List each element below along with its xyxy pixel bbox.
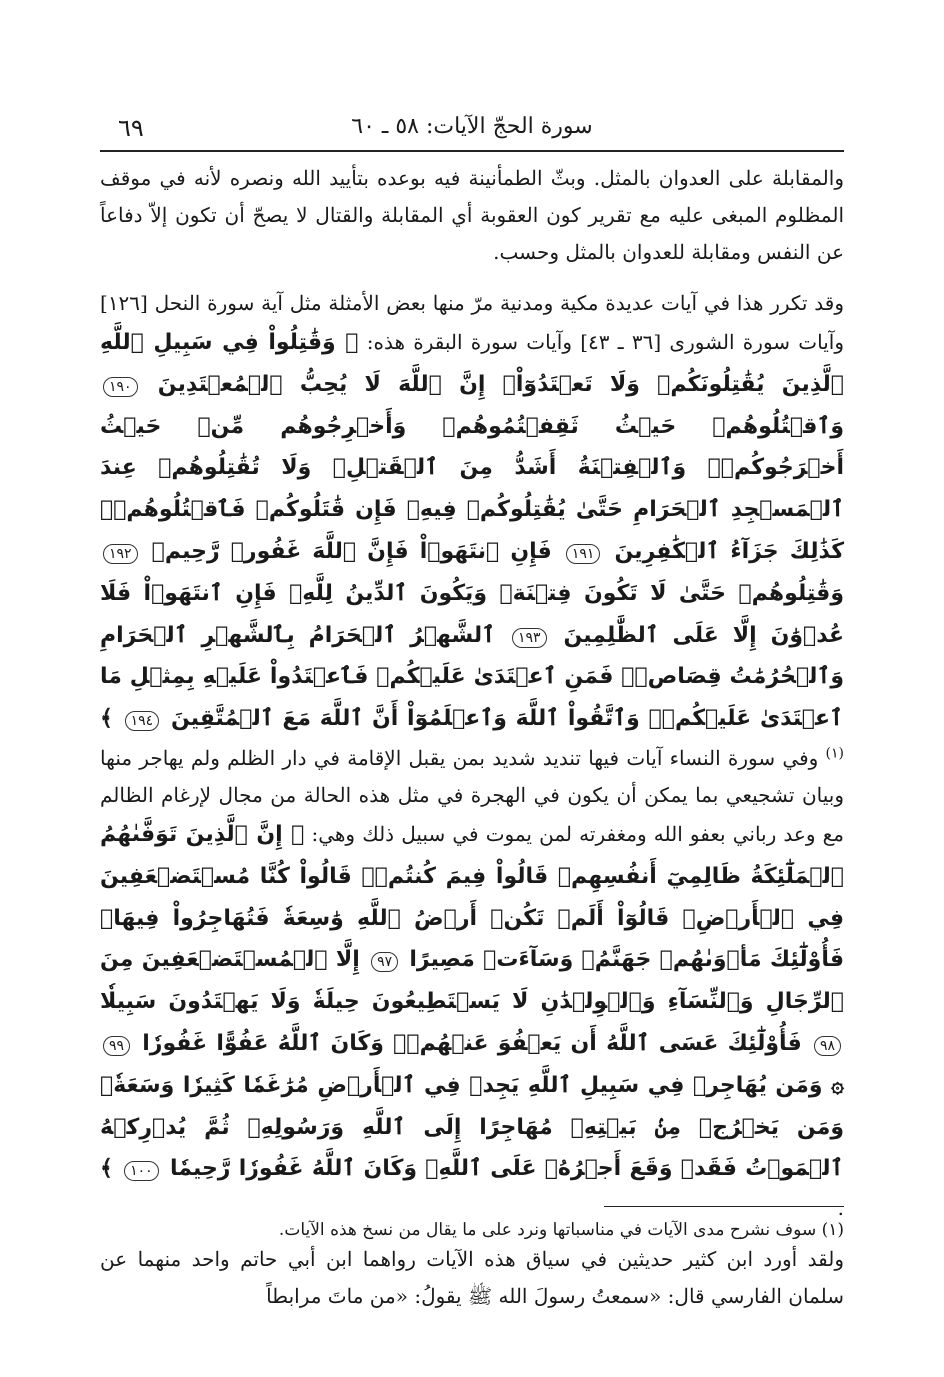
verse-block-1 <box>100 330 844 731</box>
page-number: ٦٩ <box>118 114 144 142</box>
footnote: (١) سوف نشرح مدى الآيات في مناسباتها ونرد على ما يقال من نسخ هذه الآيات. <box>278 1220 844 1240</box>
quran-verses-baqara <box>100 330 844 731</box>
verse-number-marker: ٩٨ <box>814 1036 841 1056</box>
verse-block-2 <box>100 822 844 1181</box>
verse-text: ٱلشَّهۡرُ ٱلۡحَرَامُ بِٱلشَّهۡرِ ٱلۡحَرَامِ وَٱلۡحُرُمَٰتُ قِصَاصٞۚ فَمَنِ ٱعۡتَدَىٰ عَلَيۡكُمۡ فَٱعۡتَدُواْ عَلَيۡهِ بِمِثۡلِ مَا ٱعۡتَدَىٰ عَلَيۡكُمۡۚ وَٱتَّقُواْ ٱللَّهَ وَٱعۡلَمُوٓاْ أَنَّ ٱللَّهَ مَعَ ٱلۡمُتَّقِينَ <box>100 622 844 732</box>
page-body <box>100 160 844 1329</box>
verse-text: إِنَّ ٱلَّذِينَ تَوَفَّىٰهُمُ ٱلۡمَلَٰٓئِكَةُ ظَالِمِيٓ أَنفُسِهِمۡ قَالُواْ فِيمَ كُنتُمۡۖ قَالُواْ كُنَّا مُسۡتَضۡعَفِينَ فِي ٱلۡأَرۡضِۚ قَالُوٓاْ أَلَمۡ تَكُنۡ أَرۡضُ ٱللَّهِ وَٰسِعَةٗ فَتُهَاجِرُواْ فِيهَاۚ فَأُوْلَٰٓئِكَ مَأۡوَىٰهُمۡ جَهَنَّمُۖ وَسَآءَتۡ مَصِيرًا <box>100 821 844 973</box>
verse-number-marker: ١٩٤ <box>125 711 160 731</box>
verse-text: إِلَّا ٱلۡمُسۡتَضۡعَفِينَ مِنَ ٱلرِّجَالِ وَٱلنِّسَآءِ وَٱلۡوِلۡدَٰنِ لَا يَسۡتَطِيعُونَ حِيلَةٗ وَلَا يَهۡتَدُونَ سَبِيلٗا <box>100 947 844 1015</box>
running-title: سورة الحجّ الآيات: ٥٨ ـ ٦٠ <box>351 114 593 139</box>
footnote-rule <box>604 1206 844 1207</box>
page-header <box>100 104 844 152</box>
footnote-reference[interactable]: (١) <box>825 745 844 762</box>
verse-number-marker: ١٩٠ <box>103 377 138 397</box>
verse-number-marker: ١٩١ <box>566 544 601 564</box>
verse-text: ۞ وَمَن يُهَاجِرۡ فِي سَبِيلِ ٱللَّهِ يَجِدۡ فِي ٱلۡأَرۡضِ مُرَٰغَمٗا كَثِيرٗا وَسَعَةٗۚ وَمَن يَخۡرُجۡ مِنۢ بَيۡتِهِۦ مُهَاجِرًا إِلَى ٱللَّهِ وَرَسُولِهِۦ ثُمَّ يُدۡرِكۡهُ ٱلۡمَوۡتُ فَقَدۡ وَقَعَ أَجۡرُهُۥ عَلَى ٱللَّهِۗ وَكَانَ ٱللَّهُ غَفُورٗا رَّحِيمٗا <box>100 1072 844 1182</box>
paragraph-1: والمقابلة على العدوان بالمثل. وبثّ الطمأنينة فيه بوعده بتأييد الله ونصره لأنه في موقف المظلوم المبغى عليه مع تقرير كون العقوبة أي المقابلة والقتال لا يصحّ أن تكون إلاّ دفاعاً عن النفس ومقابلة للعدوان بالمثل وحسب. <box>100 166 845 264</box>
ornate-bracket-open: ﴿ <box>291 821 305 847</box>
paragraph-2-intro: وقد تكرر هذا في آيات عديدة مكية ومدنية مرّ منها بعض الأمثلة مثل آية سورة النحل [١٢٦] وآيات سورة الشورى [٣٦ ـ ٤٣] وآيات سورة البقرة هذه: <box>100 291 844 354</box>
verse-end-mark: . <box>837 1196 844 1221</box>
quran-verses-nisa <box>100 822 844 1181</box>
ornate-bracket-close: ﴾ <box>100 1156 113 1182</box>
verse-text: وَقَٰتِلُواْ فِي سَبِيلِ ٱللَّهِ ٱلَّذِينَ يُقَٰتِلُونَكُمۡ وَلَا تَعۡتَدُوٓاْۚ إِنَّ ٱللَّهَ لَا يُحِبُّ ٱلۡمُعۡتَدِينَ <box>100 330 844 397</box>
verse-number-marker: ١٩٣ <box>512 628 547 648</box>
verse-text: فَأُوْلَٰٓئِكَ عَسَى ٱللَّهُ أَن يَعۡفُوَ عَنۡهُمۡۚ وَكَانَ ٱللَّهُ عَفُوًّا غَفُورٗا <box>133 1030 802 1056</box>
paragraph-3: ولقد أورد ابن كثير حديثين في سياق هذه الآيات رواهما ابن أبي حاتم واحد منهما عن سلمان الفارسي قال: «سمعتُ رسولَ الله ﷺ يقولُ: «من ماتَ مرابطاً <box>100 1247 844 1309</box>
verse-number-marker: ١٠٠ <box>124 1161 159 1181</box>
verse-number-marker: ٩٧ <box>371 952 398 972</box>
ornate-bracket-open: ﴿ <box>345 330 359 355</box>
verse-text: وَقَٰتِلُوهُمۡ حَتَّىٰ لَا تَكُونَ فِتۡنَةٞ وَيَكُونَ ٱلدِّينُ لِلَّهِۖ فَإِنِ ٱنتَهَوۡاْ فَلَا عُدۡوَٰنَ إِلَّا عَلَى ٱلظَّٰلِمِينَ <box>100 580 844 648</box>
verse-text: وَٱقۡتُلُوهُمۡ حَيۡثُ ثَقِفۡتُمُوهُمۡ وَأَخۡرِجُوهُم مِّنۡ حَيۡثُ أَخۡرَجُوكُمۡۚ وَٱلۡفِتۡنَةُ أَشَدُّ مِنَ ٱلۡقَتۡلِۚ وَلَا تُقَٰتِلُوهُمۡ عِندَ ٱلۡمَسۡجِدِ ٱلۡحَرَامِ حَتَّىٰ يُقَٰتِلُوكُمۡ فِيهِۖ فَإِن قَٰتَلُوكُمۡ فَٱقۡتُلُوهُمۡۗ كَذَٰلِكَ جَزَآءُ ٱلۡكَٰفِرِينَ <box>100 413 844 564</box>
paragraph-2-mid: وفي سورة النساء آيات فيها تنديد شديد بمن يقبل الإقامة في دار الظلم ولم يهاجر منها وبيان تشجيعي بما يمكن أن يكون في الهجرة في مثل هذه الحالة من مجال لإرغام الظالم مع وعد رباني بعفو الله ومغفرته لمن يموت في سبيل ذلك وهي: <box>100 745 845 846</box>
verse-number-marker: ١٩٢ <box>103 544 138 564</box>
paragraph-2 <box>100 285 844 1227</box>
verse-number-marker: ٩٩ <box>103 1036 130 1056</box>
ornate-bracket-close: ﴾ <box>100 706 113 732</box>
verse-text: فَإِنِ ٱنتَهَوۡاْ فَإِنَّ ٱللَّهَ غَفُورٞ رَّحِيمٞ <box>140 538 552 564</box>
header-rule <box>100 150 844 152</box>
